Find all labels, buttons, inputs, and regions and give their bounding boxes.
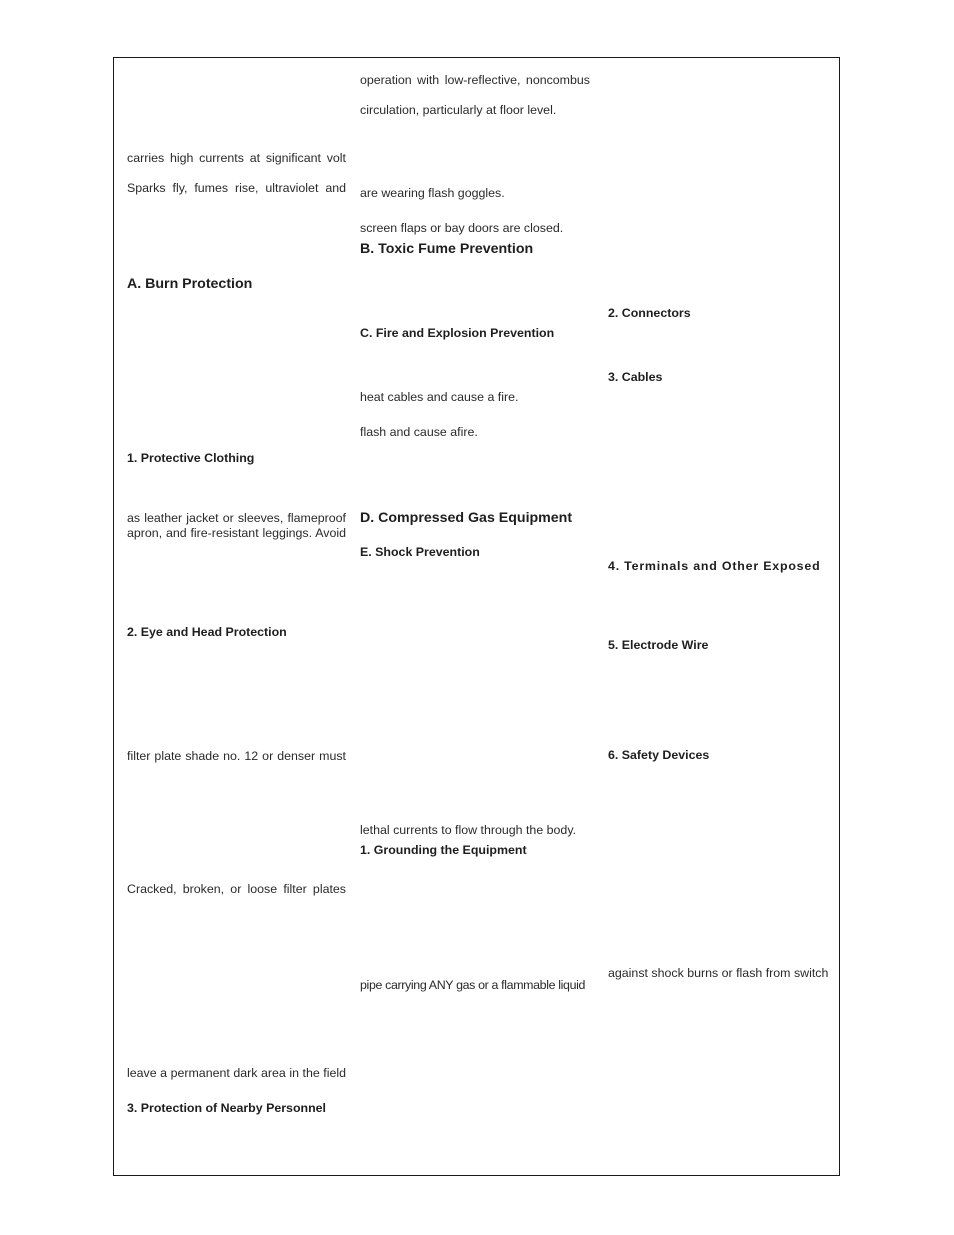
text-line-goggles: are wearing flash goggles. [360, 186, 505, 200]
text-line-leave: leave a permanent dark area in the field [127, 1066, 346, 1080]
text-line-leather-2: apron, and fire-resistant leggings. Avoid [127, 526, 346, 540]
text-line-pipe: pipe carrying ANY gas or a flammable liquid [360, 978, 586, 992]
heading-shock-prevention: E. Shock Prevention [360, 545, 480, 559]
text-line-heat: heat cables and cause a fire. [360, 390, 519, 404]
heading-cables: 3. Cables [608, 370, 663, 384]
heading-toxic-fume-prevention: B. Toxic Fume Prevention [360, 241, 534, 257]
text-line-screen: screen flaps or bay doors are closed. [360, 221, 564, 235]
text-line-sparks: Sparks fly, fumes rise, ultraviolet and [127, 181, 346, 195]
text-line-circulation: circulation, particularly at floor level. [360, 103, 557, 117]
heading-nearby-personnel: 3. Protection of Nearby Personnel [127, 1101, 326, 1115]
heading-fire-explosion-prevention: C. Fire and Explosion Prevention [360, 326, 555, 340]
heading-protective-clothing: 1. Protective Clothing [127, 451, 255, 465]
heading-compressed-gas-equipment: D. Compressed Gas Equipment [360, 510, 573, 526]
text-line-filter: filter plate shade no. 12 or denser must [127, 749, 346, 763]
text-line-lethal: lethal currents to flow through the body. [360, 823, 577, 837]
heading-safety-devices: 6. Safety Devices [608, 748, 710, 762]
heading-connectors: 2. Connectors [608, 306, 691, 320]
text-line-carries: carries high currents at significant volt [127, 151, 346, 165]
heading-grounding-equipment: 1. Grounding the Equipment [360, 843, 527, 857]
heading-electrode-wire: 5. Electrode Wire [608, 638, 709, 652]
text-line-flash: flash and cause afire. [360, 425, 478, 439]
heading-terminals-exposed: 4. Terminals and Other Exposed [608, 559, 821, 573]
text-line-operation: operation with low-reflective, noncombus [360, 73, 590, 87]
text-line-cracked: Cracked, broken, or loose filter plates [127, 882, 346, 896]
heading-burn-protection: A. Burn Protection [127, 276, 253, 292]
text-line-leather-1: as leather jacket or sleeves, flameproof [127, 511, 346, 525]
text-line-against: against shock burns or flash from switch [608, 966, 829, 980]
heading-eye-head-protection: 2. Eye and Head Protection [127, 625, 287, 639]
